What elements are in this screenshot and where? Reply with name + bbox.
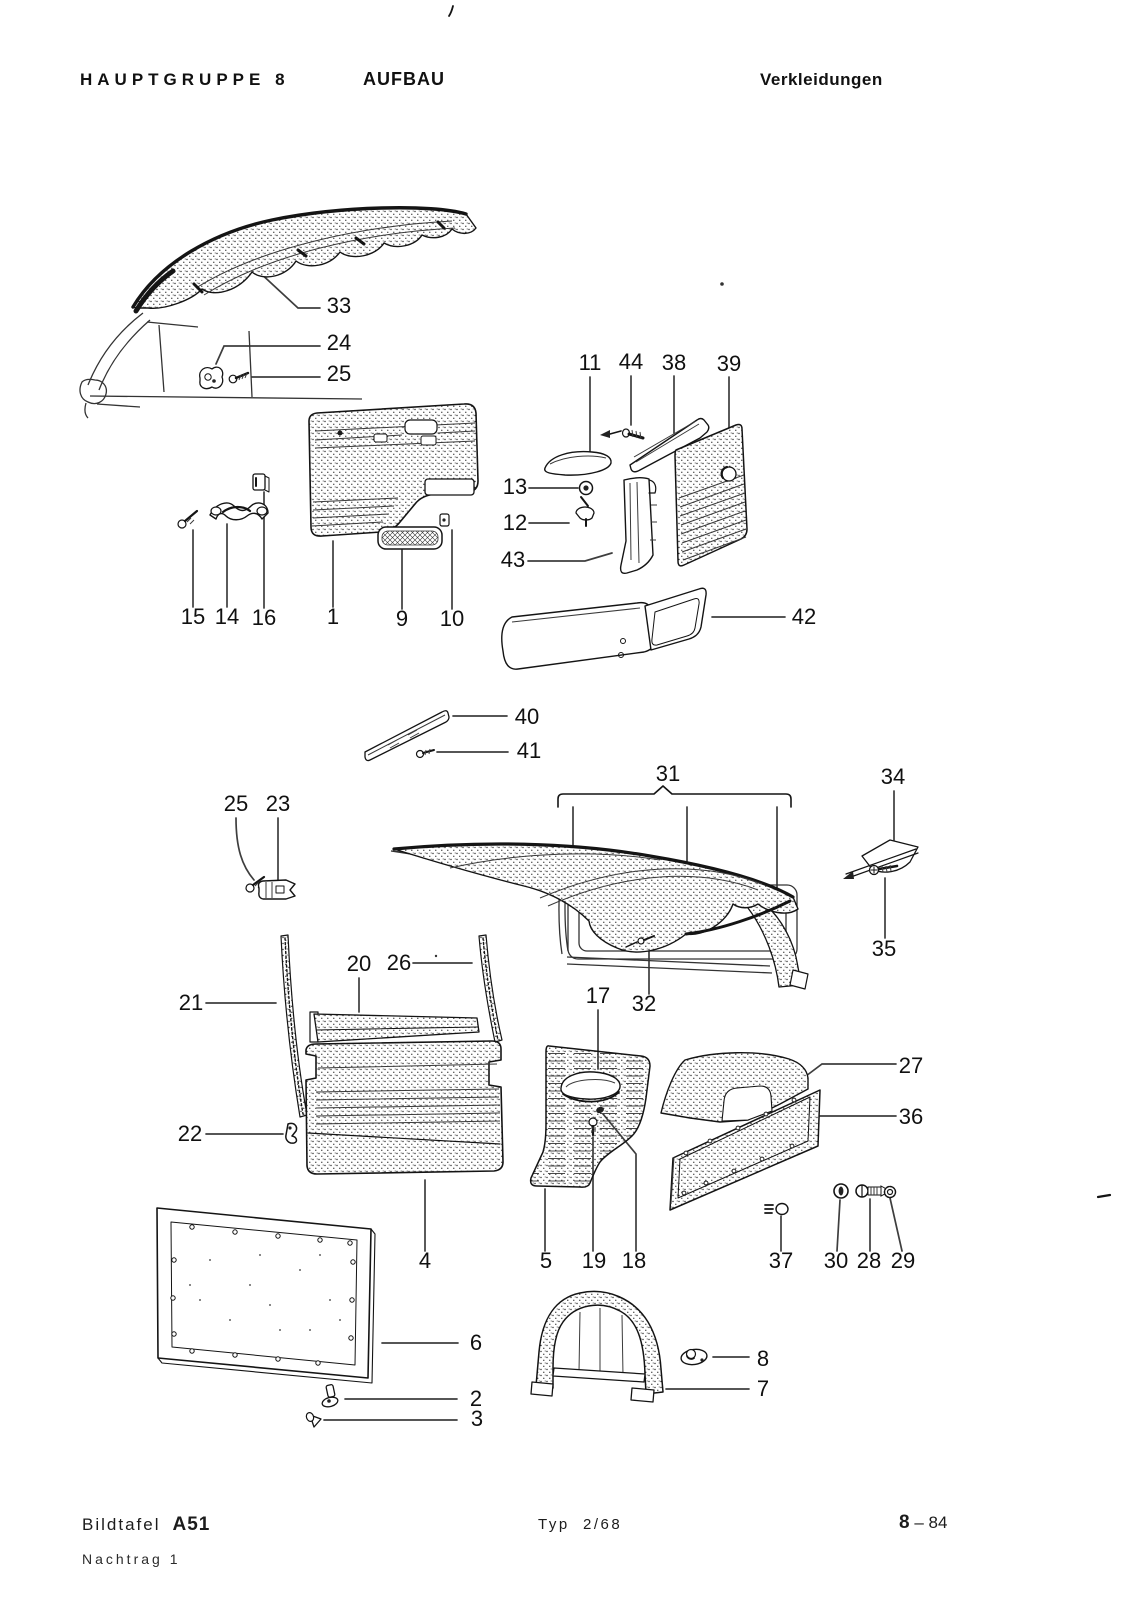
part-callout-29: 29	[890, 1248, 916, 1273]
part-callout-26: 26	[386, 950, 412, 975]
part-callout-1: 1	[326, 604, 340, 629]
part-callout-9: 9	[395, 606, 409, 631]
part-callout-2: 2	[469, 1386, 483, 1411]
part-callout-33: 33	[326, 293, 352, 318]
door-panel-1	[309, 404, 478, 536]
rail-20	[310, 1012, 479, 1042]
clip-10	[440, 514, 449, 526]
part-callout-23: 23	[265, 791, 291, 816]
door-pull-handle-14	[210, 503, 268, 520]
nut-29	[885, 1187, 896, 1198]
footer-supplement: Nachtrag 1	[82, 1551, 181, 1567]
part-callout-22: 22	[177, 1121, 203, 1146]
pillar-trim-43	[621, 478, 657, 574]
header-main-group: HAUPTGRUPPE 8	[80, 70, 290, 89]
clip-24	[200, 367, 223, 388]
screw-41	[417, 749, 435, 758]
quarter-panel-5	[531, 1046, 650, 1187]
vent-grille-9	[378, 527, 442, 549]
clip-23	[259, 880, 296, 899]
footer-page-bold: 8	[899, 1512, 910, 1533]
door-card-39	[675, 425, 747, 566]
part-callout-7: 7	[756, 1376, 770, 1401]
part-callout-39: 39	[716, 351, 742, 376]
part-callout-41: 41	[516, 738, 542, 763]
part-callout-8: 8	[756, 1346, 770, 1371]
screw-25-top	[229, 373, 248, 383]
wheel-arch-cover-7	[531, 1291, 663, 1402]
footer-plate-label: Bildtafel	[82, 1515, 161, 1534]
part-callout-14: 14	[214, 604, 240, 629]
part-callout-3: 3	[470, 1406, 484, 1431]
sill-trim-42	[502, 588, 706, 669]
part-callout-16: 16	[251, 605, 277, 630]
part-callout-19: 19	[581, 1248, 607, 1273]
part-callout-10: 10	[439, 606, 465, 631]
part-callout-25: 25	[223, 791, 249, 816]
part-callout-40: 40	[514, 704, 540, 729]
part-callout-20: 20	[346, 951, 372, 976]
bracket-34	[843, 840, 918, 879]
footer-type-value: 2/68	[583, 1516, 623, 1533]
part-callout-6: 6	[469, 1330, 483, 1355]
window-strip-26	[479, 935, 502, 1042]
part-callout-15: 15	[180, 604, 206, 629]
part-callout-31: 31	[655, 761, 681, 786]
part-callout-35: 35	[871, 936, 897, 961]
part-callout-4: 4	[418, 1248, 432, 1273]
footer-page-number	[899, 1512, 947, 1534]
washer-13	[580, 482, 593, 495]
armrest-pad-11	[545, 452, 611, 475]
part-callout-32: 32	[631, 991, 657, 1016]
push-button-12	[576, 497, 594, 526]
bracket-31	[558, 786, 791, 807]
fitting-8	[680, 1348, 708, 1366]
plug-37	[765, 1204, 788, 1215]
header-topic: Verkleidungen	[760, 70, 883, 89]
clip-22	[286, 1123, 297, 1143]
front-body-outline	[80, 313, 362, 418]
screw-44	[600, 429, 643, 439]
part-callout-25: 25	[326, 361, 352, 386]
part-callout-37: 37	[768, 1248, 794, 1273]
part-callout-13: 13	[502, 474, 528, 499]
part-callout-36: 36	[898, 1104, 924, 1129]
part-callout-5: 5	[539, 1248, 553, 1273]
part-callout-34: 34	[880, 764, 906, 789]
part-callout-11: 11	[578, 350, 602, 375]
footer-page-rest: – 84	[914, 1513, 948, 1532]
part-callout-17: 17	[585, 983, 611, 1008]
screw-3	[305, 1412, 321, 1427]
board-panel-6	[157, 1208, 375, 1383]
part-callout-21: 21	[178, 990, 204, 1015]
part-callout-27: 27	[898, 1053, 924, 1078]
header-section: AUFBAU	[363, 69, 445, 89]
part-callout-43: 43	[500, 547, 526, 572]
part-callout-42: 42	[791, 604, 817, 629]
scan-artifacts	[435, 6, 1110, 1197]
part-callout-12: 12	[502, 510, 528, 535]
footer-plate-number: A51	[172, 1514, 211, 1535]
clip-2	[321, 1384, 339, 1408]
part-callout-38: 38	[661, 350, 687, 375]
part-callout-28: 28	[856, 1248, 882, 1273]
footer-type	[538, 1516, 622, 1533]
headliner-front-drawing	[133, 208, 476, 311]
part-callout-30: 30	[823, 1248, 849, 1273]
side-panel-4	[306, 1041, 503, 1174]
clip-16	[253, 474, 269, 492]
rail-40	[365, 711, 449, 761]
footer-type-label: Typ	[538, 1516, 570, 1533]
grommet-30	[834, 1184, 848, 1198]
part-callout-18: 18	[621, 1248, 647, 1273]
armrest-17	[561, 1072, 620, 1102]
screw-15	[178, 511, 197, 528]
part-callout-44: 44	[618, 349, 644, 374]
footer-plate	[82, 1514, 210, 1536]
part-callout-24: 24	[326, 330, 352, 355]
window-strip-21	[281, 935, 307, 1117]
headliner-rear-drawing	[394, 844, 798, 952]
